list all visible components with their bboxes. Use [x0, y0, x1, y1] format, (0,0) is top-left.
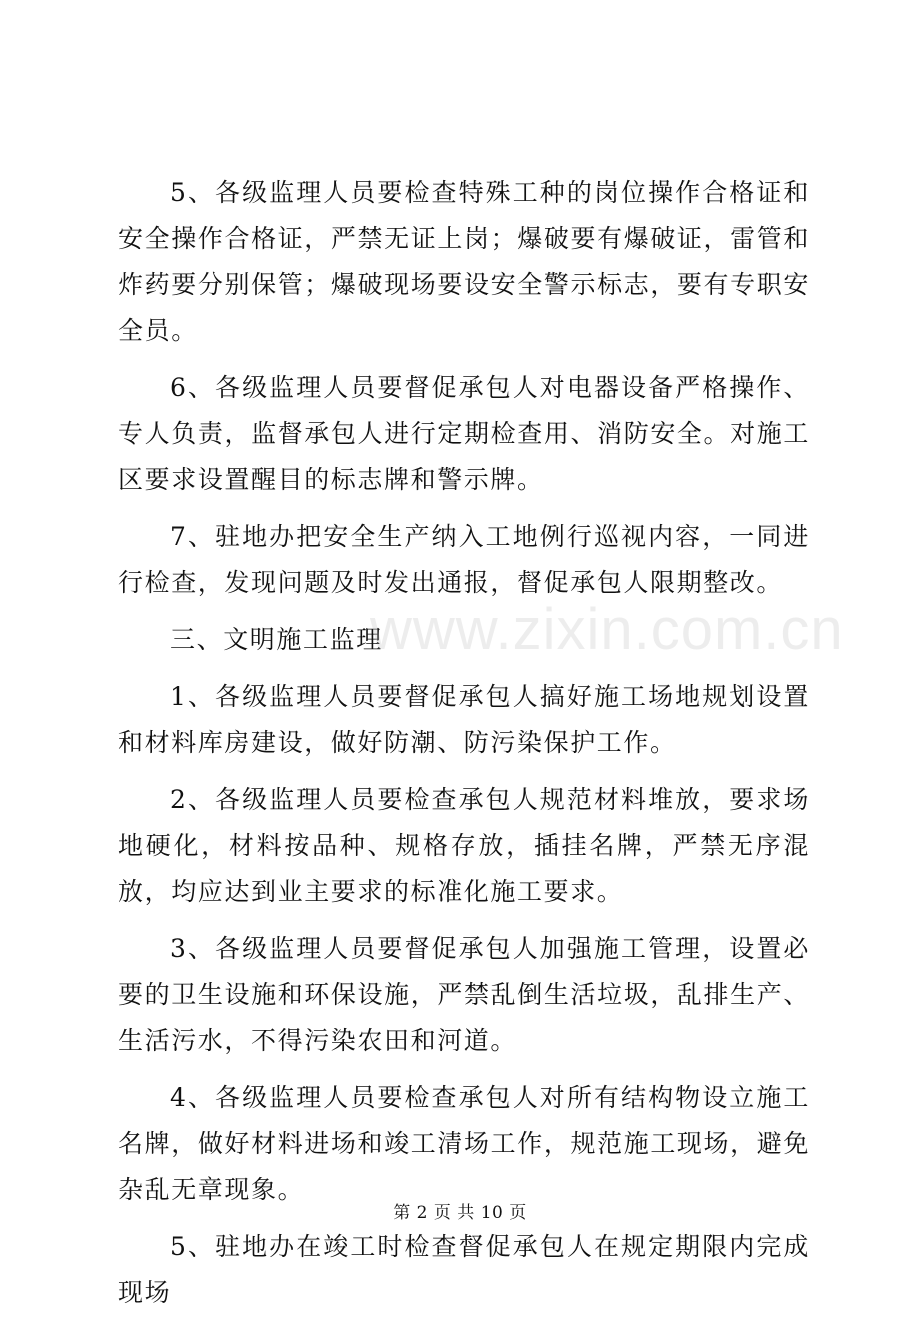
paragraph: 7、驻地办把安全生产纳入工地例行巡视内容，一同进行检查，发现问题及时发出通报，督促承包人限期整改。	[118, 522, 810, 597]
page-footer: 第 2 页 共 10 页	[393, 1203, 527, 1223]
watermark: www.zixin.com.cn	[370, 597, 844, 662]
paragraph: 1、各级监理人员要督促承包人搞好施工场地规划设置和材料库房建设，做好防潮、防污染保护工作。	[118, 682, 810, 757]
section-heading: 三、文明施工监理	[170, 625, 383, 654]
paragraph: 6、各级监理人员要督促承包人对电器设备严格操作、专人负责，监督承包人进行定期检查用、消防安全。对施工区要求设置醒目的标志牌和警示牌。	[118, 373, 810, 494]
paragraph: 3、各级监理人员要督促承包人加强施工管理，设置必要的卫生设施和环保设施，严禁乱倒生活垃圾，乱排生产、生活污水，不得污染农田和河道。	[118, 934, 810, 1055]
paragraph: 5、各级监理人员要检查特殊工种的岗位操作合格证和安全操作合格证，严禁无证上岗；爆破要有爆破证，雷管和炸药要分别保管；爆破现场要设安全警示标志，要有专职安全员。	[118, 178, 810, 345]
paragraph: 4、各级监理人员要检查承包人对所有结构物设立施工名牌，做好材料进场和竣工清场工作，规范施工现场，避免杂乱无章现象。	[118, 1083, 810, 1204]
paragraph: 5、驻地办在竣工时检查督促承包人在规定期限内完成现场	[118, 1232, 810, 1307]
document-body	[118, 170, 810, 1327]
paragraph: 2、各级监理人员要检查承包人规范材料堆放，要求场地硬化，材料按品种、规格存放，插挂名牌，严禁无序混放，均应达到业主要求的标准化施工要求。	[118, 785, 810, 906]
